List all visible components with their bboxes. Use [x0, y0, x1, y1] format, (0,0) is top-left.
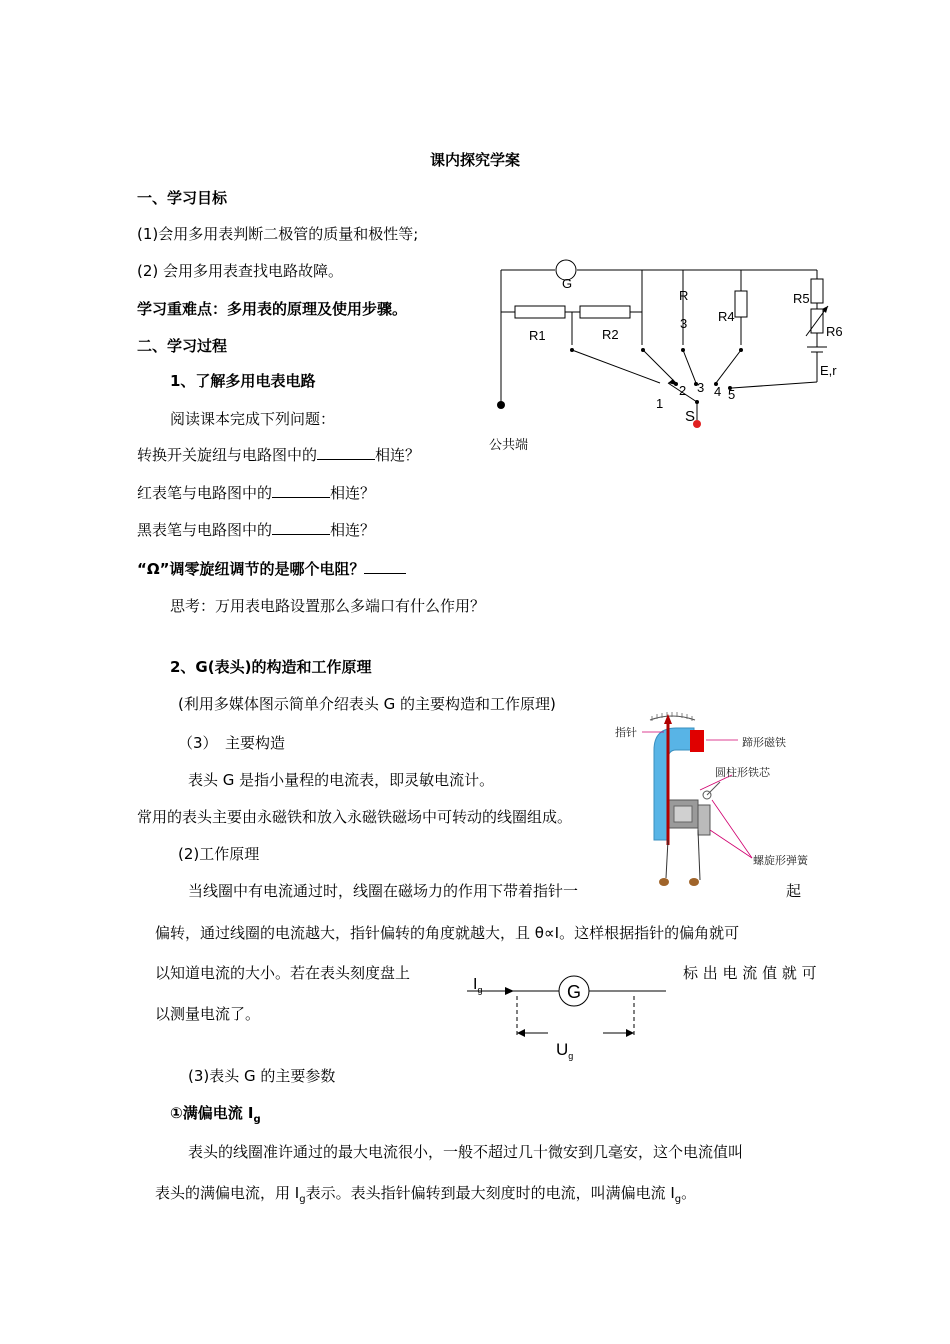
answer-blank-1[interactable] — [317, 445, 375, 460]
goal-2: (2) 会用多用表查找电路故障。 — [137, 262, 344, 280]
principle-line-1a: 当线圈中有电流通过时，线圈在磁场力的作用下带着指针一 — [188, 882, 579, 900]
label-G: G — [562, 276, 573, 291]
label-R6: R6 — [826, 324, 843, 339]
label-iron-core: 圆柱形铁芯 — [715, 767, 770, 779]
label-n5: 5 — [728, 387, 736, 402]
params-heading: (3)表头 G 的主要参数 — [188, 1067, 336, 1085]
read-prompt: 阅读课本完成下列问题： — [170, 410, 336, 428]
param-1-p2: 表头的满偏电流，用 $I_g$表示。表头指针偏转到最大刻度时的电流，叫满偏电流 $I_g$。 — [155, 1184, 697, 1205]
page-title: 课内探究学案 — [429, 151, 520, 169]
label-Ig: $I_g$ — [473, 976, 483, 995]
label-R4: R4 — [718, 309, 735, 324]
structure-p1: 表头 G 是指小量程的电流表，即灵敏电流计。 — [188, 771, 495, 789]
principle-line-1b: 起 — [786, 882, 802, 900]
label-pointer: 指针 — [615, 727, 637, 739]
think-question: 思考：万用表电路设置那么多端口有什么作用？ — [170, 597, 486, 615]
label-G-circle: G — [567, 982, 582, 1002]
principle-line-2: 偏转，通过线圈的电流越大，指针偏转的角度就越大，且 θ∝I。这样根据指针的偏角就可 — [155, 924, 740, 942]
section-heading-process: 二、学习过程 — [137, 337, 228, 355]
structure-p2: 常用的表头主要由永磁铁和放入永磁铁磁场中可转动的线圈组成。 — [137, 808, 573, 826]
goal-1: (1)会用多用表判断二极管的质量和极性等; — [137, 225, 419, 243]
meter-structure-illustration — [610, 702, 830, 894]
answer-blank-3[interactable] — [272, 520, 330, 535]
label-n3: 3 — [697, 380, 705, 395]
question-2: 红表笔与电路图中的 相连？ — [137, 484, 376, 502]
question-4: “Ω”调零旋纽调节的是哪个电阻？ — [137, 559, 406, 579]
param-1-heading: ①满偏电流 $I_g$ — [170, 1104, 261, 1125]
answer-blank-4[interactable] — [364, 559, 406, 574]
answer-blank-2[interactable] — [272, 483, 330, 498]
multimeter-circuit-diagram — [480, 255, 860, 460]
label-n2: 2 — [679, 383, 687, 398]
label-n4: 4 — [714, 384, 722, 399]
section-heading-goals: 一、学习目标 — [137, 189, 228, 207]
param-1-p1: 表头的线圈准许通过的最大电流很小，一般不超过几十微安到几毫安，这个电流值叫 — [188, 1143, 744, 1161]
label-Er: E,r — [820, 363, 837, 378]
label-R3a: R — [679, 288, 689, 303]
principle-line-4: 以测量电流了。 — [155, 1005, 261, 1023]
label-spiral-spring: 螺旋形弹簧 — [753, 855, 808, 867]
label-Ug: $U_g$ — [556, 1040, 574, 1061]
label-n1: 1 — [656, 396, 664, 411]
galvanometer-ig-ug-diagram — [460, 962, 680, 1064]
label-R3b: 3 — [680, 316, 688, 331]
subsection-2: 2、G(表头)的构造和工作原理 — [170, 658, 372, 676]
media-note: (利用多媒体图示简单介绍表头 G 的主要构造和工作原理) — [178, 695, 556, 713]
question-3: 黑表笔与电路图中的 相连？ — [137, 521, 376, 539]
label-R5: R5 — [793, 291, 810, 306]
principle-heading: (2)工作原理 — [178, 845, 260, 863]
label-R2: R2 — [602, 327, 619, 342]
label-R1: R1 — [529, 328, 546, 343]
question-1: 转换开关旋纽与电路图中的 相连？ — [137, 446, 421, 464]
structure-heading: （3） 主要构造 — [178, 734, 286, 752]
label-horseshoe-magnet: 蹄形磁铁 — [742, 737, 786, 749]
label-S: S — [685, 408, 696, 425]
subsection-1: 1、了解多用电表电路 — [170, 372, 316, 390]
key-points: 学习重难点：多用表的原理及使用步骤。 — [137, 300, 408, 318]
label-common-terminal: 公共端 — [489, 438, 529, 453]
principle-line-3a: 以知道电流的大小。若在表头刻度盘上 — [155, 964, 411, 982]
principle-line-3b: 标 出 电 流 值 就 可 — [683, 964, 817, 982]
